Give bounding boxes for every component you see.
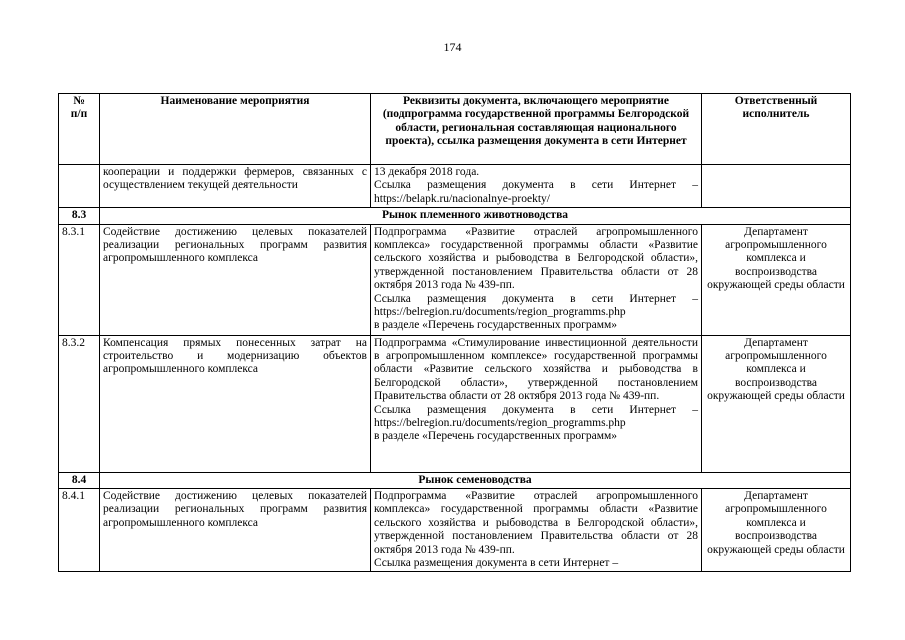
row-responsible: Департамент агропромышленного комплекса и воспроизводства окружающей среды области [702,489,851,572]
section-row [59,208,851,224]
row-measure-name: кооперации и поддержки фермеров, связанных с осуществлением текущей деятельности [100,165,371,208]
section-title: Рынок семеноводства [100,472,851,488]
table-row [59,224,851,335]
page-number: 174 [443,40,462,54]
row-measure-name: Содействие достижению целевых показателей реализации региональных программ развития агропромышленного комплекса [100,224,371,335]
section-title: Рынок племенного животноводства [100,208,851,224]
table-row [59,165,851,208]
row-number: 8.3.2 [59,335,100,472]
row-document: Подпрограмма «Стимулирование инвестиционной деятельности в агропромышленном комплексе» государственной программы области «Развитие сельского хозяйства и рыбоводства в Белгородской области», утвержденной постановлением Правительства области от 28 октября 2013 года № 439-пп. Ссылка размещения документа в сети Интернет – https://belregion.ru/documents/region_programms.php в разделе «Перечень государственных программ» [371,335,702,472]
measures-table [58,93,851,572]
header-responsible: Ответственный исполнитель [702,94,851,165]
row-responsible: Департамент агропромышленного комплекса и воспроизводства окружающей среды области [702,335,851,472]
row-number [59,165,100,208]
table-row [59,335,851,472]
table-row [59,489,851,572]
section-row [59,472,851,488]
row-responsible: Департамент агропромышленного комплекса и воспроизводства окружающей среды области [702,224,851,335]
row-number: 8.4.1 [59,489,100,572]
row-document: 13 декабря 2018 года. Ссылка размещения документа в сети Интернет – https://belapk.ru/nacionalnye-proekty/ [371,165,702,208]
table-header-row [59,94,851,165]
row-responsible [702,165,851,208]
section-number: 8.3 [59,208,100,224]
section-number: 8.4 [59,472,100,488]
row-measure-name: Содействие достижению целевых показателей реализации региональных программ развития агропромышленного комплекса [100,489,371,572]
header-document: Реквизиты документа, включающего мероприятие (подпрограмма государственной программы Белгородской области, региональная составляющая национального проекта), ссылка размещения документа в сети Интернет [371,94,702,165]
header-measure-name: Наименование мероприятия [100,94,371,165]
row-document: Подпрограмма «Развитие отраслей агропромышленного комплекса» государственной программы области «Развитие сельского хозяйства и рыбоводства в Белгородской области», утвержденной постановлением Правительства области от 28 октября 2013 года № 439-пп. Ссылка размещения документа в сети Интернет – https://belregion.ru/documents/region_programms.php в разделе «Перечень государственных программ» [371,224,702,335]
header-number: № п/п [59,94,100,165]
row-measure-name: Компенсация прямых понесенных затрат на строительство и модернизацию объектов агропромышленного комплекса [100,335,371,472]
row-document: Подпрограмма «Развитие отраслей агропромышленного комплекса» государственной программы области «Развитие сельского хозяйства и рыбоводства в Белгородской области», утвержденной постановлением Правительства области от 28 октября 2013 года № 439-пп. Ссылка размещения документа в сети Интернет – [371,489,702,572]
row-number: 8.3.1 [59,224,100,335]
